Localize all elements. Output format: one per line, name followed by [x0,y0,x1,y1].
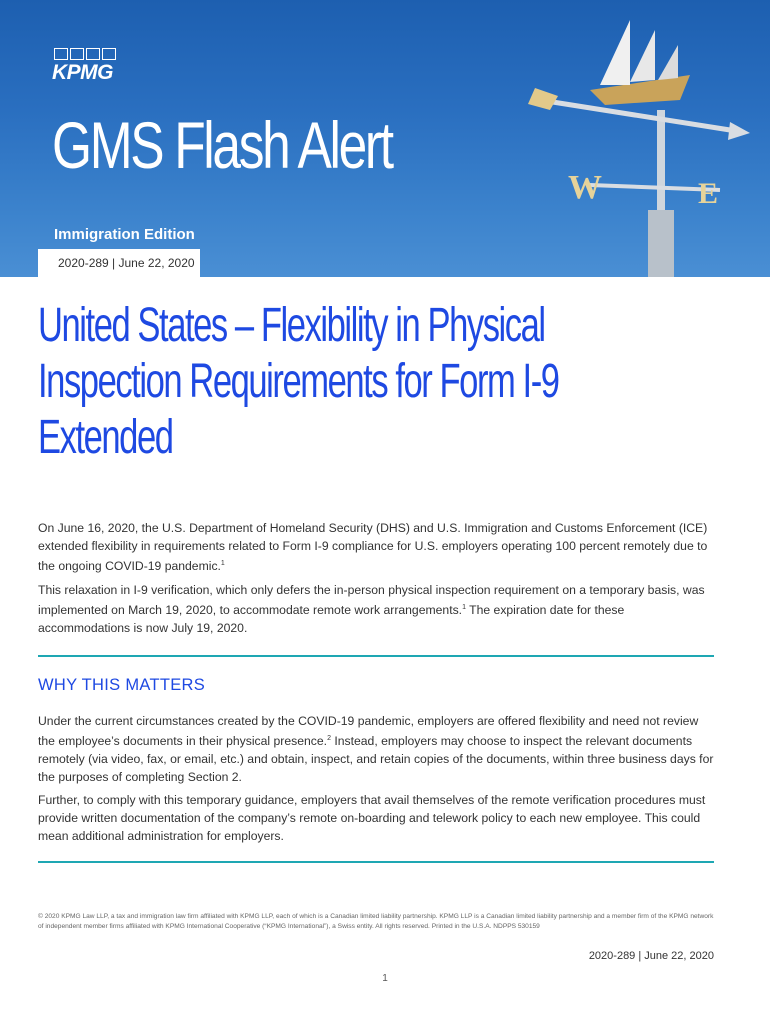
vane-arrow-head [728,122,750,140]
ship-sail-3 [658,45,678,80]
why-paragraph-2: Further, to comply with this temporary guidance, employers that avail themselves of the remote verification procedures must provide written documentation of the company’s remote on-boarding and telework policy to each new employee. This could mean additional administration for employers. [38,793,706,843]
vane-arrow-tail [528,88,558,110]
logo-text: KPMG [52,61,113,84]
vane-arrow-shaft [540,100,730,130]
section-heading: WHY THIS MATTERS [38,676,206,694]
east-letter: E [698,177,719,210]
logo-boxes [54,48,132,60]
section-divider-top [38,655,714,657]
kpmg-logo [52,48,132,88]
intro-paragraph-1: On June 16, 2020, the U.S. Department of Homeland Security (DHS) and U.S. Immigration and Customs Enforcement (ICE) extended flexibility in requirements related to Form I-9 compliance for U.S. employers operating 100 percent remotely due to the ongoing COVID-19 pandemic.$^1$ [38,521,708,574]
section-divider-bottom [38,861,714,863]
weathervane-image [480,0,770,277]
article-headline: United States – Flexibility in Physical Inspection Requirements for Form I-9 Extended [38,299,559,464]
footnote-ref: 2 [327,735,331,742]
ship-sail-2 [630,30,655,82]
issue-reference: 2020-289 | June 22, 2020 [38,249,200,277]
edition-label: Immigration Edition [54,226,195,243]
ship-sail-1 [600,20,630,85]
copyright-notice: © 2020 KPMG Law LLP, a tax and immigration law firm affiliated with KPMG LLP, each of which is a Canadian limited liability partnership. KPMG LLP is a Canadian limited liability partnership and a member firm of the KPMG network of independent member firms affiliated with KPMG International Cooperative (“KPMG International”), a Swiss entity. All rights reserved. Printed in the U.S.A. NDPPS 530159 [38,913,714,930]
why-paragraph-1: Under the current circumstances created by the COVID-19 pandemic, employers are offered flexibility and need not review the employee’s documents in their physical presence.$^2$ Instead, employers may choose to inspect the relevant documents remotely (via video, fax, or email, etc.) and obtain, inspect, and retain copies of the documents, within three business days for the purposes of completing Section 2. [38,714,714,785]
publication-title: GMS Flash Alert [52,108,392,182]
footer-reference: 2020-289 | June 22, 2020 [588,950,714,962]
intro-paragraph-2: This relaxation in I-9 verification, which only defers the in-person physical inspection requirement on a temporary basis, was implemented on March 19, 2020, to accommodate remote work arrangements.$^1$ The expiration date for these accommodations is now July 19, 2020. [38,583,705,636]
footnote-ref: 1 [220,560,225,567]
west-letter: W [568,169,602,206]
vane-base [648,210,674,277]
header-banner [0,0,770,277]
footnote-ref: 1 [462,604,466,611]
page-number: 1 [382,973,388,984]
